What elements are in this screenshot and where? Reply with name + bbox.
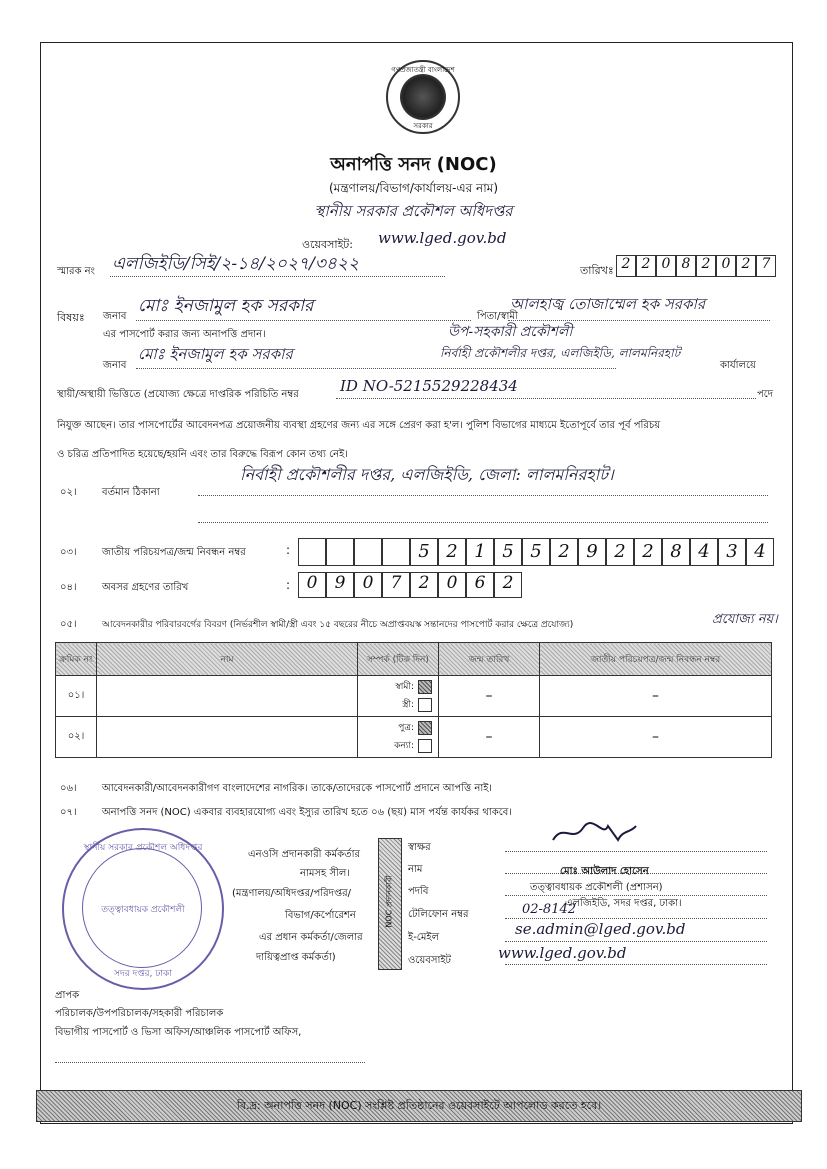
- sig-left1: এনওসি প্রদানকারী কর্মকর্তার: [248, 849, 361, 860]
- field-sign: স্বাক্ষর: [408, 842, 431, 853]
- seal-bottom-text: সরকার: [413, 122, 433, 130]
- nid-boxes: 5 2 1 5 5 2 9 2 2 8 4 3 4: [298, 538, 774, 566]
- subject-label: বিষয়ঃ: [57, 311, 85, 324]
- current-address: নির্বাহী প্রকৌশলীর দপ্তর, এলজিইডি, জেলা: লালমনিরহাট।: [240, 465, 614, 484]
- daughter-checkbox[interactable]: [418, 739, 432, 753]
- email-value: se.admin@lged.gov.bd: [515, 920, 686, 938]
- website-label: ওয়েবসাইট:: [302, 238, 353, 251]
- field-email: ই-মেইল: [408, 932, 440, 943]
- phone-value: 02-8142: [522, 902, 577, 917]
- seal-office: এলজিইডি, সদর দপ্তর, ঢাকা।: [565, 898, 682, 909]
- janab2-label: জনাব: [103, 360, 127, 371]
- th-relation: সম্পর্ক (টিক দিন): [358, 643, 439, 676]
- seal-emblem-icon: [400, 74, 446, 120]
- th-serial: ক্রমিক নং: [56, 643, 97, 676]
- seal-name: মোঃ আউলাদ হোসেন: [560, 866, 649, 877]
- web-value: www.lged.gov.bd: [498, 944, 627, 962]
- field-post: পদবি: [408, 886, 429, 897]
- item-06-label: আবেদনকারী/আবেদনকারীগণ বাংলাদেশের নাগরিক। তাকে/তাদেরকে পাসপোর্ট প্রদানে আপত্তি নাই।: [102, 783, 493, 794]
- th-dob: জন্ম তারিখ: [439, 643, 540, 676]
- sig-left4: বিভাগ/কর্পোরেশন: [285, 910, 356, 921]
- applicant-name: মোঃ ইনজামুল হক সরকার: [138, 296, 314, 316]
- item-07-label: অনাপত্তি সনদ (NOC) একবার ব্যবহারযোগ্য এবং ইস্যুর তারিখ হতে ০৬ (ছয়) মাস পর্যন্ত কার্যকর থাকবে।: [102, 807, 512, 818]
- retirement-boxes: 0 9 0 7 2 0 6 2: [298, 572, 522, 598]
- website-value: www.lged.gov.bd: [378, 229, 507, 247]
- family-table: [55, 642, 772, 758]
- office-2: নির্বাহী প্রকৌশলীর দপ্তর, এলজিইডি, লালমনিরহাট: [440, 346, 681, 360]
- page-title: অনাপত্তি সনদ (NOC): [330, 154, 497, 175]
- recipient-line2: বিভাগীয় পাসপোর্ট ও ভিসা অফিস/আঞ্চলিক পাসপোর্ট অফিস,: [55, 1027, 302, 1038]
- son-checkbox[interactable]: [418, 721, 432, 735]
- not-applicable: প্রযোজ্য নয়।: [712, 612, 778, 627]
- memo-value: এলজিইডি/সিই/২-১৪/২০২৭/৩৪২২: [112, 254, 360, 274]
- sig-left6: দায়িত্বপ্রাপ্ত কর্মকর্তা): [256, 952, 336, 963]
- applicant-name-2: মোঃ ইনজামুল হক সরকার: [138, 345, 293, 363]
- wife-checkbox[interactable]: [418, 698, 432, 712]
- item-04-label: অবসর গ্রহণের তারিখ: [102, 582, 189, 593]
- office-label: কার্যালয়ে: [720, 360, 756, 371]
- janab-label: জনাব: [103, 311, 127, 322]
- seal-top-text: গণপ্রজাতন্ত্রী বাংলাদেশ: [391, 66, 455, 74]
- field-web: ওয়েবসাইট: [408, 955, 451, 966]
- designation: উপ-সহকারী প্রকৌশলী: [448, 324, 573, 340]
- item-03-label: জাতীয় পরিচয়পত্র/জন্ম নিবন্ধন নম্বর: [102, 547, 246, 558]
- father-name: আলহাজ্ব তোজাম্মেল হক সরকার: [510, 295, 706, 313]
- item-02-label: বর্তমান ঠিকানা: [102, 487, 160, 498]
- table-row: ০২। পুত্র: কন্যা: – –: [56, 717, 772, 758]
- date-boxes: 2 2 0 8 2 0 2 7: [616, 255, 776, 277]
- subject-line5: ও চরিত্র প্রতিপাদিত হয়েছে/হয়নি এবং তার বিরুদ্ধে বিরূপ কোন তথ্য নেই।: [57, 449, 348, 460]
- husband-checkbox[interactable]: [418, 680, 432, 694]
- sig-left5: এর প্রধান কর্মকর্তা/জেলার: [259, 932, 363, 943]
- memo-label: স্মারক নং: [57, 266, 95, 277]
- item-05-num: ০৫।: [60, 619, 77, 630]
- sig-left3: (মন্ত্রণালয়/অধিদপ্তর/পরিদপ্তর/: [232, 888, 352, 899]
- item-02-num: ০২।: [60, 487, 77, 498]
- subject-line3: স্থায়ী/অস্থায়ী ভিত্তিতে (প্রযোজ্য ক্ষেত্রে দাপ্তরিক পরিচিতি নম্বর: [57, 389, 299, 400]
- item-03-num: ০৩।: [60, 547, 77, 558]
- item-07-num: ০৭।: [60, 807, 77, 818]
- field-phone: টেলিফোন নম্বর: [408, 909, 469, 920]
- recipient-label: প্রাপক: [55, 990, 80, 1001]
- signature-image: [548, 818, 638, 848]
- subject-line2: এর পাসপোর্ট করার জন্য অনাপত্তি প্রদান।: [103, 329, 266, 340]
- post-label: পদে: [757, 389, 774, 400]
- father-label: পিতা/স্বামী: [477, 311, 518, 322]
- footer-note: বি.দ্র: অনাপত্তি সনদ (NOC) সংশ্লিষ্ট প্রতিষ্ঠানের ওয়েবসাইটে আপলোড করতে হবে।: [36, 1090, 802, 1122]
- official-id: ID NO-5215529228434: [340, 377, 518, 395]
- government-seal: [386, 60, 460, 134]
- th-nid: জাতীয় পরিচয়পত্র/জন্ম নিবন্ধন নম্বর: [540, 643, 772, 676]
- noc-vertical-tab: NOC প্রদানকারী: [378, 838, 402, 970]
- page-subtitle: (মন্ত্রণালয়/বিভাগ/কার্যালয়-এর নাম): [328, 181, 499, 195]
- subject-line4: নিযুক্ত আছেন। তার পাসপোর্টের আবেদনপত্র প্রয়োজনীয় ব্যবস্থা গ্রহণের জন্য এর সঙ্গে প্রেরণ করা হ'ল। পুলিশ বিভাগের মাধ্যমে ইতোপূর্বে তার পূর্ব পরিচয়: [57, 420, 661, 431]
- recipient-line1: পরিচালক/উপপরিচালক/সহকারী পরিচালক: [55, 1008, 224, 1019]
- item-06-num: ০৬।: [60, 783, 77, 794]
- date-label: তারিখঃ: [580, 264, 614, 277]
- seal-post: তত্ত্বাবধায়ক প্রকৌশলী (প্রশাসন): [530, 882, 663, 893]
- field-name: নাম: [408, 864, 423, 875]
- sig-left2: নামসহ সীল।: [300, 868, 350, 879]
- table-row: ০১। স্বামী: স্ত্রী: – –: [56, 676, 772, 717]
- office-name: স্থানীয় সরকার প্রকৌশল অধিদপ্তর: [314, 202, 513, 220]
- th-name: নাম: [97, 643, 358, 676]
- item-04-num: ০৪।: [60, 582, 77, 593]
- office-stamp: স্থানীয় সরকার প্রকৌশল অধিদপ্তর তত্ত্বাবধায়ক প্রকৌশলী সদর দপ্তর, ঢাকা: [62, 828, 224, 990]
- item-05-label: আবেদনকারীর পরিবারবর্গের বিবরণ (নির্ভরশীল স্বামী/স্ত্রী এবং ১৫ বছরের নীচে অপ্রাপ্তবয়স্ক সন্তানদের পাসপোর্ট করার ক্ষেত্রে প্রযোজ্য): [102, 620, 574, 630]
